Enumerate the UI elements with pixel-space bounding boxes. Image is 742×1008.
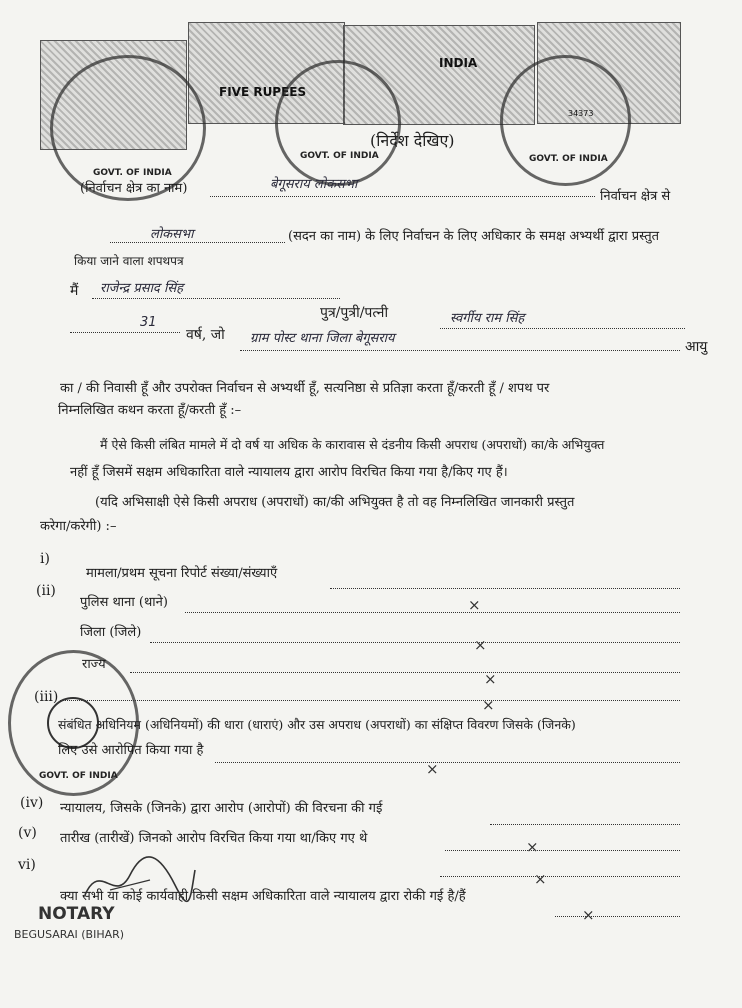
state-blank xyxy=(130,672,680,673)
accused-info-line-1: (यदि अभिसाक्षी ऐसे किसी अपराध (अपराधों) का/की अभियुक्त है तो वह निम्नलिखित जानकारी प्रस्तुत xyxy=(95,495,575,510)
constituency-blank xyxy=(210,196,595,197)
sections-line-2: लिए उसे आरोपित किया गया है xyxy=(58,743,204,758)
stamp-4-serial: 34373 xyxy=(568,109,594,118)
district-blank xyxy=(150,642,680,643)
date-label: तारीख (तारीखें) जिनको आरोप विरचित किया गया था/किए गए थे xyxy=(60,831,368,846)
stamp-2-text: FIVE RUPEES xyxy=(219,85,307,99)
parent-name: स्वर्गीय राम सिंह xyxy=(450,311,525,326)
house-label: (सदन का नाम) के लिए निर्वाचन के लिए अधिकार के समक्ष अभ्यर्थी द्वारा प्रस्तुत xyxy=(288,229,660,244)
age-blank xyxy=(70,332,180,333)
seal-center-text: GOVT. OF INDIA xyxy=(300,151,379,161)
item-vi-top-mark: × xyxy=(534,870,547,888)
signature xyxy=(80,850,200,910)
court-blank xyxy=(490,824,680,825)
pending-case-line-2: नहीं हूँ जिसमें सक्षम अधिकारिता वाले न्यायालय द्वारा आरोप विरचित किया गया है/किए गए हैं। xyxy=(70,465,508,480)
item-i-blank xyxy=(330,588,680,589)
date-mark: × xyxy=(526,838,539,856)
item-i-number: i) xyxy=(40,551,50,567)
proceedings-mark: × xyxy=(582,906,595,924)
notary-seal-text: GOVT. OF INDIA xyxy=(39,771,118,781)
address-blank xyxy=(240,350,680,351)
item-i-label: मामला/प्रथम सूचना रिपोर्ट संख्या/संख्याएँ xyxy=(86,566,278,581)
proceedings-blank xyxy=(555,916,680,917)
constituency-value: बेगूसराय लोकसभा xyxy=(270,177,358,192)
item-ii-number: (ii) xyxy=(36,583,56,599)
item-iii-top-mark: × xyxy=(482,696,495,714)
item-v-number: (v) xyxy=(18,825,37,841)
official-seal-right xyxy=(500,55,631,186)
court-label: न्यायालय, जिसके (जिनके) द्वारा आरोप (आरोपों) की विरचना की गई xyxy=(60,801,383,816)
declarant-name-blank xyxy=(92,298,340,299)
item-vi-number: vi) xyxy=(18,857,36,873)
instructions-note: (निर्देश देखिए) xyxy=(370,131,455,150)
notary-place: BEGUSARAI (BIHAR) xyxy=(14,928,125,941)
proceedings-label: क्या सभी या कोई कार्यवाही किसी सक्षम अधिकारिता वाले न्यायालय द्वारा रोकी गई है/हैं xyxy=(60,889,466,904)
item-iii-number: (iii) xyxy=(34,689,59,705)
relation-label: पुत्र/पुत्री/पत्नी xyxy=(320,305,389,321)
state-label: राज्य xyxy=(82,657,106,672)
item-iv-number: (iv) xyxy=(20,795,44,811)
constituency-suffix: निर्वाचन क्षेत्र से xyxy=(600,189,671,204)
sections-mark: × xyxy=(426,760,439,778)
pending-case-line-1: मैं ऐसे किसी लंबित मामले में दो वर्ष या अधिक के कारावास से दंडनीय किसी अपराध (अपराधों) का/के अभियुक्त xyxy=(100,437,605,452)
stamp-3-text: INDIA xyxy=(439,56,478,70)
affidavit-label: किया जाने वाला शपथपत्र xyxy=(74,254,184,268)
age-suffix: आयु xyxy=(685,339,708,355)
age-label: वर्ष, जो xyxy=(186,327,225,343)
item-vi-top-blank xyxy=(440,876,680,877)
constituency-label: (निर्वाचन क्षेत्र का नाम) xyxy=(80,181,188,196)
item-i-mark: × xyxy=(468,596,481,614)
age-value: 31 xyxy=(140,315,157,330)
parent-name-blank xyxy=(440,328,685,329)
declarant-name: राजेन्द्र प्रसाद सिंह xyxy=(100,281,184,296)
declarant-prefix: मैं xyxy=(70,283,79,299)
sections-line-1: संबंधित अधिनियम (अधिनियमों) की धारा (धाराएं) और उस अपराध (अपराधों) का संक्षिप्त विवरण जिसके (जिनके) xyxy=(58,717,576,732)
statement-label: निम्नलिखित कथन करता हूँ/करती हूँ :– xyxy=(58,403,242,418)
house-blank xyxy=(110,242,285,243)
date-blank xyxy=(445,850,680,851)
notary-title: NOTARY xyxy=(38,904,115,924)
police-station-blank xyxy=(185,612,680,613)
seal-left-text: GOVT. OF INDIA xyxy=(93,168,172,178)
district-label: जिला (जिले) xyxy=(80,625,142,640)
seal-right-text: GOVT. OF INDIA xyxy=(529,154,608,164)
police-station-label: पुलिस थाना (थाने) xyxy=(80,595,168,610)
state-mark: × xyxy=(484,670,497,688)
residence-declaration: का / की निवासी हूँ और उपरोक्त निर्वाचन से अभ्यर्थी हूँ, सत्यनिष्ठा से प्रतिज्ञा करता हूँ/करती हूँ / शपथ पर xyxy=(60,381,550,396)
accused-info-line-2: करेगा/करेगी) :– xyxy=(40,519,117,534)
official-seal-center xyxy=(275,60,401,186)
address-value: ग्राम पोस्ट थाना जिला बेगूसराय xyxy=(250,331,395,346)
district-mark: × xyxy=(474,636,487,654)
item-iii-top-blank xyxy=(60,700,680,701)
sections-blank xyxy=(215,762,680,763)
house-value: लोकसभा xyxy=(150,227,194,242)
